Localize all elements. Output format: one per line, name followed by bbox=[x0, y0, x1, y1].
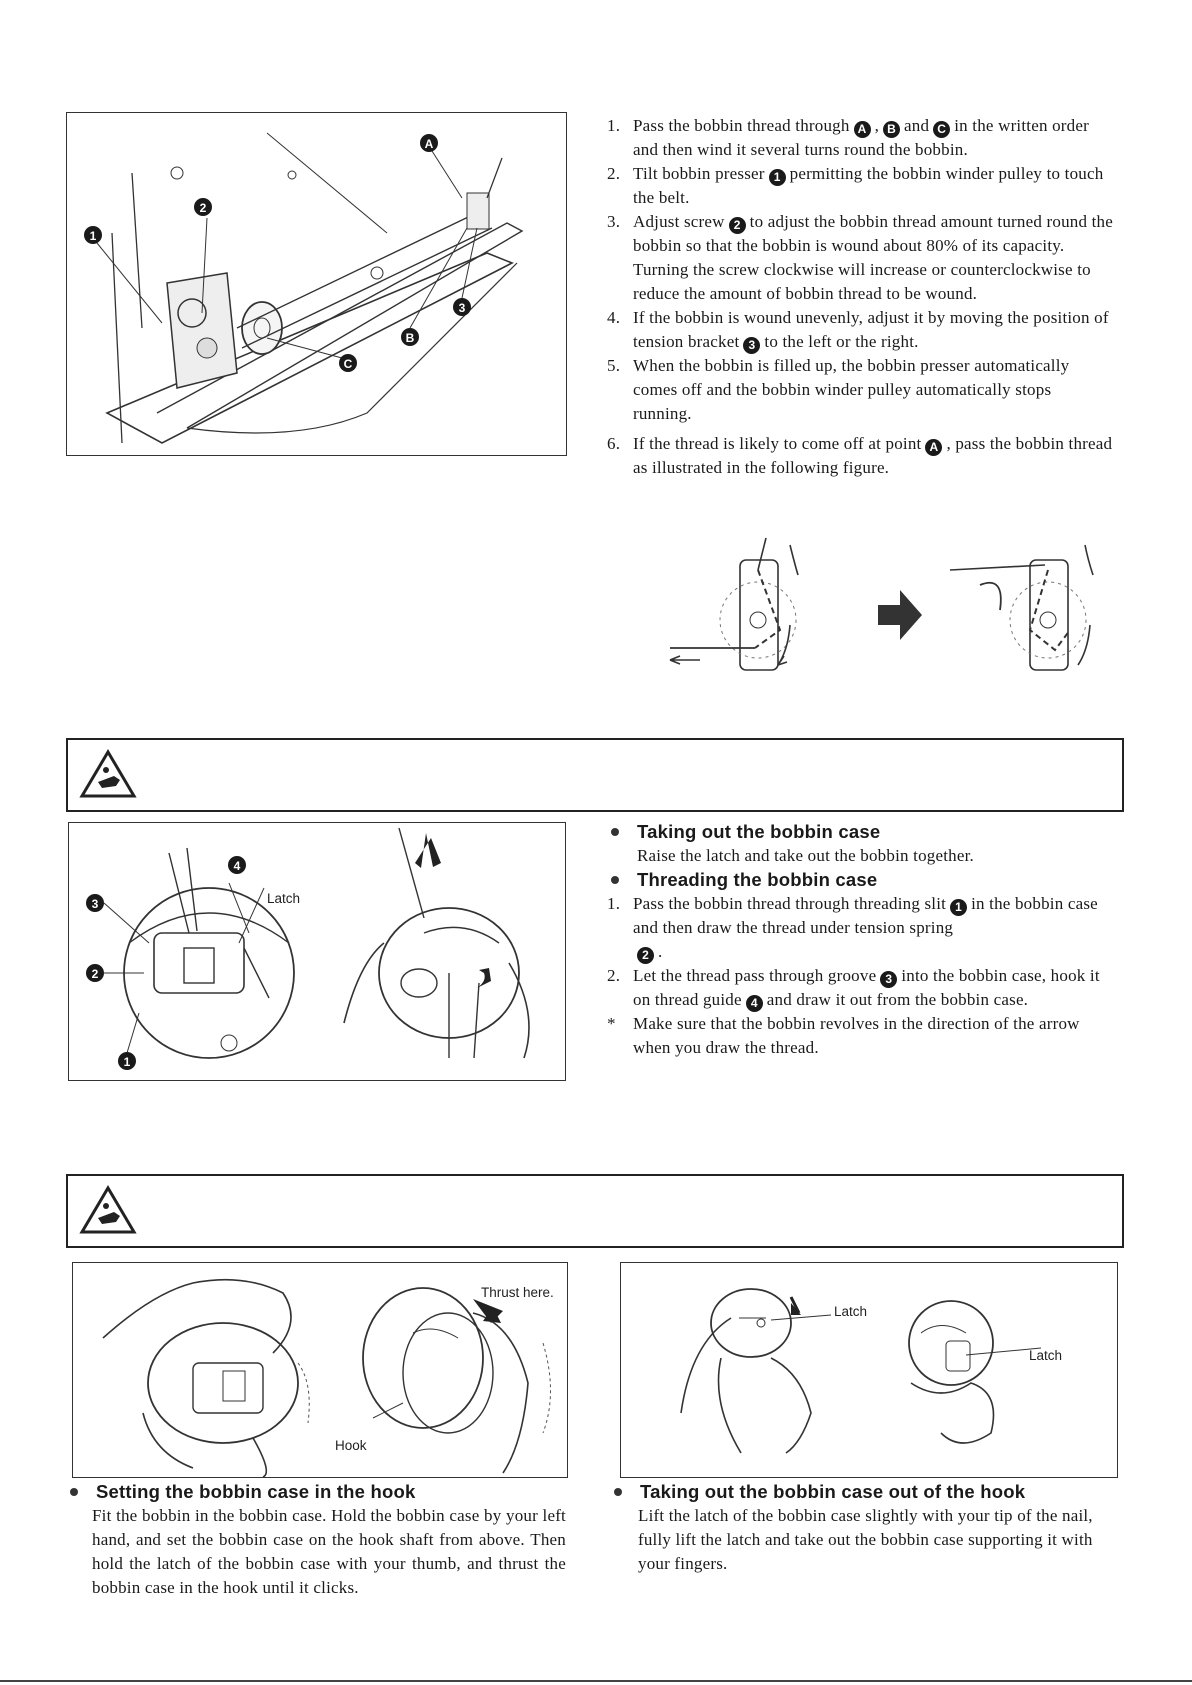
setting-hook-text: Fit the bobbin in the bobbin case. Hold the bobbin case by your left hand, and set the bobbin case on the hook shaft from above. Then hold the latch of the bobbin case with your thumb, and thrust the bobbin case in the hook until it clicks. bbox=[92, 1506, 566, 1597]
bobbin-winder-figure bbox=[66, 112, 567, 456]
latch-label: Latch bbox=[267, 891, 301, 906]
callout-1-b: 1 bbox=[123, 1055, 131, 1069]
warning-box-1 bbox=[66, 738, 1124, 812]
hook-label: Hook bbox=[335, 1438, 367, 1453]
symbol-3-b: 3 bbox=[880, 971, 897, 988]
callout-c: C bbox=[343, 357, 353, 371]
step-2: 2. Tilt bobbin presser 1 permitting the bobbin winder pulley to touch the belt. bbox=[607, 164, 1104, 207]
setting-hook-text-block bbox=[66, 1480, 566, 1600]
taking-out-hook-text: Lift the latch of the bobbin case slightly with your tip of the nail, fully lift the latch and take out the bobbin case supporting it with your fingers. bbox=[638, 1506, 1093, 1573]
symbol-a: A bbox=[854, 121, 871, 138]
symbol-1-b: 1 bbox=[950, 899, 967, 916]
threading-instructions bbox=[607, 820, 1113, 1060]
caution-hand-icon-2 bbox=[68, 1176, 148, 1246]
thread-step-2: 2. Let the thread pass through groove 3 into the bobbin case, hook it on thread guide 4 and draw it out from the bobbin case. bbox=[607, 966, 1100, 1010]
setting-hook-illustration bbox=[73, 1263, 567, 1477]
callout-2: 2 bbox=[199, 201, 207, 215]
callout-b: B bbox=[405, 331, 415, 345]
thrust-here-label: Thrust here. bbox=[481, 1285, 554, 1300]
taking-out-hook-heading: Taking out the bobbin case out of the hook bbox=[610, 1480, 1118, 1504]
winding-instructions bbox=[607, 114, 1113, 480]
symbol-c: C bbox=[933, 121, 950, 138]
taking-out-hook-figure bbox=[620, 1262, 1118, 1478]
taking-out-text: Raise the latch and take out the bobbin together. bbox=[637, 846, 974, 865]
symbol-a-2: A bbox=[925, 439, 942, 456]
symbol-4-b: 4 bbox=[746, 995, 763, 1012]
taking-out-hook-text-block bbox=[610, 1480, 1118, 1576]
taking-out-heading: Taking out the bobbin case bbox=[607, 820, 1113, 844]
callout-1: 1 bbox=[89, 229, 97, 243]
thread-path-illustration bbox=[660, 530, 1110, 680]
threading-heading: Threading the bobbin case bbox=[607, 868, 1113, 892]
bobbin-winder-illustration bbox=[67, 113, 566, 455]
callout-3: 3 bbox=[458, 301, 466, 315]
latch-label-2: Latch bbox=[1029, 1348, 1063, 1363]
caution-hand-icon bbox=[68, 740, 148, 810]
callout-a: A bbox=[424, 137, 434, 151]
symbol-2: 2 bbox=[729, 217, 746, 234]
bobbin-case-illustration bbox=[69, 823, 565, 1080]
callout-2-b: 2 bbox=[91, 967, 99, 981]
thread-path-figure bbox=[660, 530, 1110, 680]
bobbin-case-threading-figure bbox=[68, 822, 566, 1081]
callout-3-b: 3 bbox=[91, 897, 99, 911]
step-4: 4. If the bobbin is wound unevenly, adjust it by moving the position of tension bracket 3 to the left or the right. bbox=[607, 308, 1109, 352]
thread-note: * Make sure that the bobbin revolves in the direction of the arrow when you draw the thread. bbox=[607, 1014, 1080, 1057]
symbol-1: 1 bbox=[769, 169, 786, 186]
symbol-2-b: 2 bbox=[637, 947, 654, 964]
setting-hook-heading: Setting the bobbin case in the hook bbox=[66, 1480, 566, 1504]
thread-step-1: 1. Pass the bobbin thread through threading slit 1 in the bobbin case and then draw the thread under tension spring 2 . bbox=[607, 894, 1098, 962]
step-3: 3. Adjust screw 2 to adjust the bobbin thread amount turned round the bobbin so that the bobbin is wound about 80% of its capacity. Turning the screw clockwise will increase or counterclockwise to reduce the amount of bobbin thread to be wound. bbox=[607, 212, 1113, 303]
step-6: 6. If the thread is likely to come off at point A , pass the bobbin thread as illustrated in the following figure. bbox=[607, 434, 1113, 477]
warning-box-2 bbox=[66, 1174, 1124, 1248]
step-5: 5. When the bobbin is filled up, the bobbin presser automatically comes off and the bobbin winder pulley automatically stops running. bbox=[607, 356, 1070, 423]
symbol-3: 3 bbox=[743, 337, 760, 354]
bottom-rule bbox=[0, 1680, 1192, 1682]
step-1: 1. Pass the bobbin thread through A , B and C in the written order and then wind it several turns round the bobbin. bbox=[607, 116, 1089, 159]
setting-hook-figure bbox=[72, 1262, 568, 1478]
callout-4: 4 bbox=[233, 859, 241, 873]
taking-out-hook-illustration bbox=[621, 1263, 1117, 1477]
latch-label-1: Latch bbox=[834, 1304, 868, 1319]
symbol-b: B bbox=[883, 121, 900, 138]
